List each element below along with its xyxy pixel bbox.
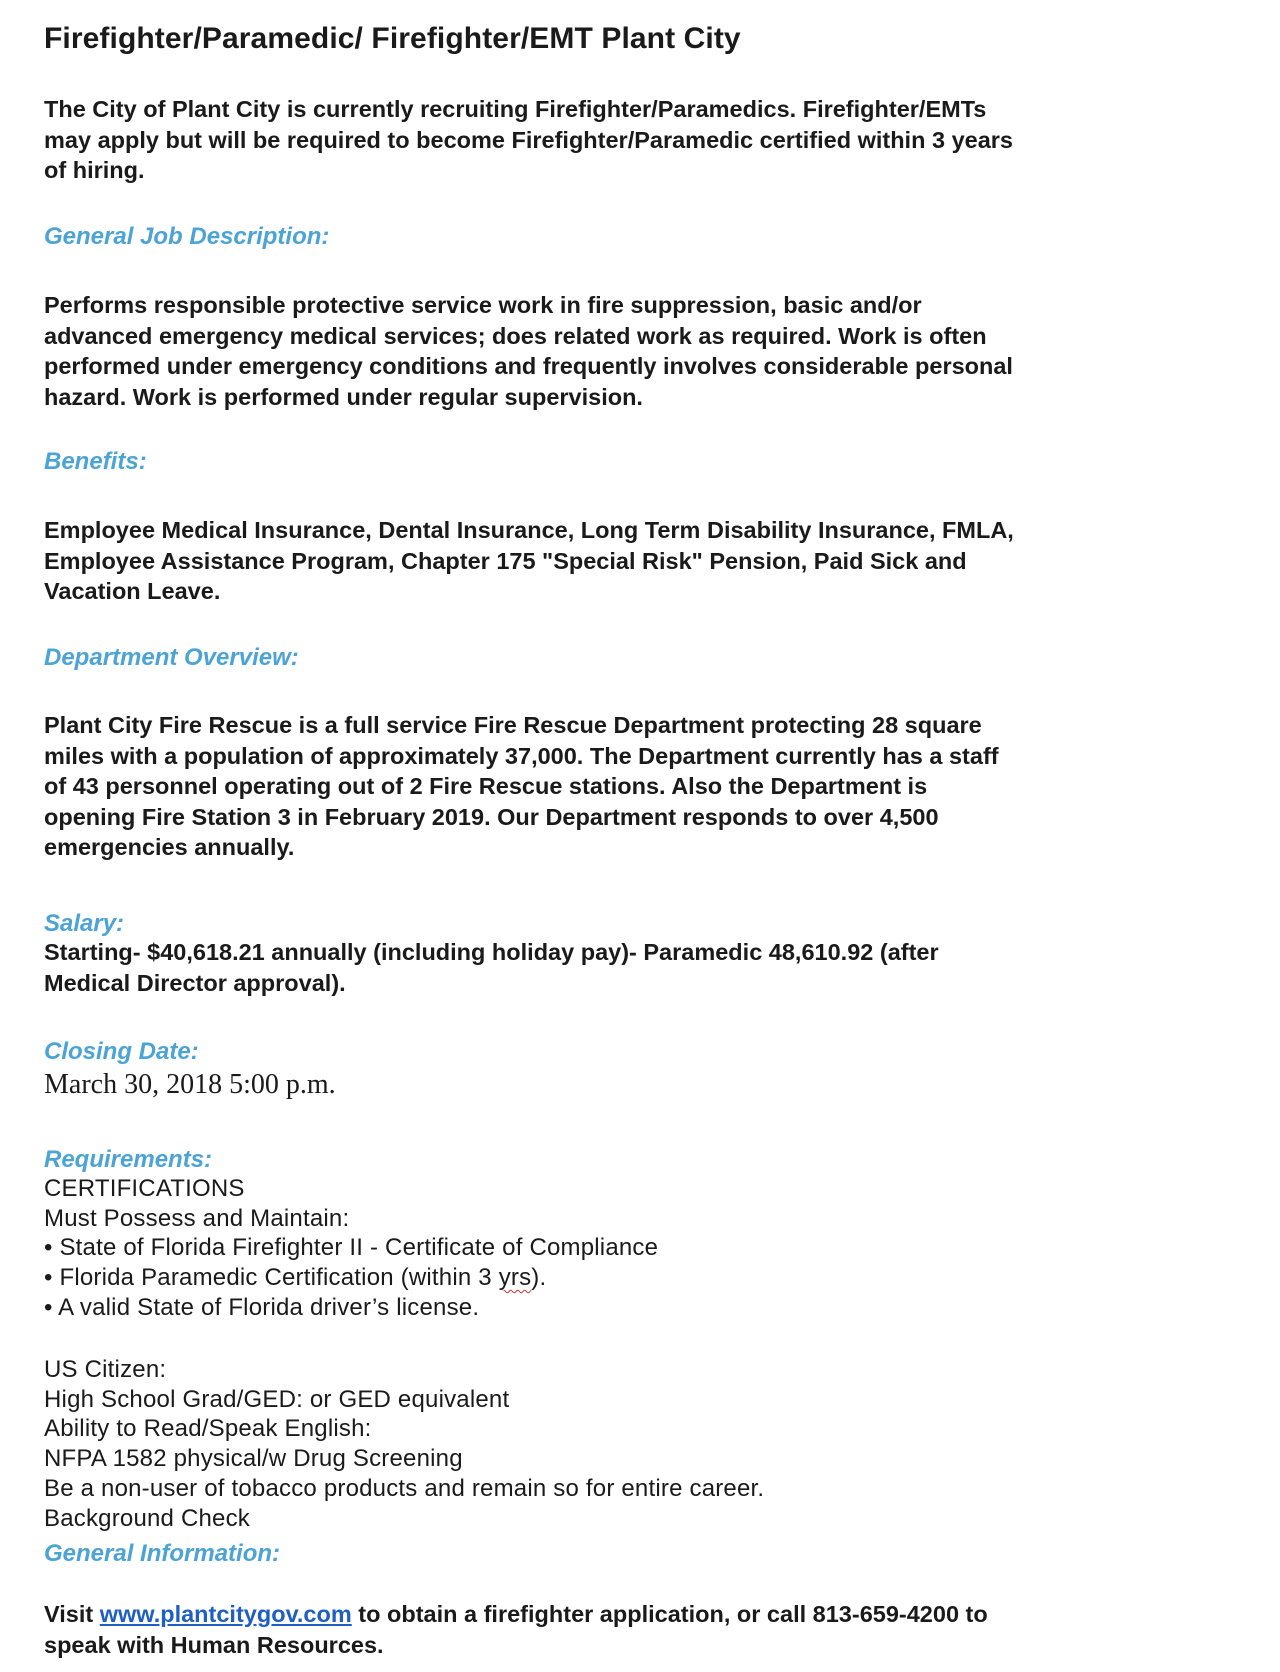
general-job-line: performed under emergency conditions and frequently involves considerable personal <box>44 353 1013 379</box>
closing-date-heading: Closing Date: <box>44 1038 199 1065</box>
intro-line: of hiring. <box>44 157 145 183</box>
general-job-paragraph <box>44 290 1224 412</box>
benefits-line: Vacation Leave. <box>44 578 221 604</box>
department-line: miles with a population of approximately 37,000. The Department currently has a staff <box>44 742 999 769</box>
department-line: opening Fire Station 3 in February 2019. Our Department responds to over 4,500 <box>44 803 939 830</box>
requirement-item: Ability to Read/Speak English: <box>44 1415 372 1443</box>
must-possess-label: Must Possess and Maintain: <box>44 1204 350 1232</box>
general-job-line: advanced emergency medical services; does related work as required. Work is often <box>44 322 987 349</box>
department-line: emergencies annually. <box>44 834 295 860</box>
benefits-heading: Benefits: <box>44 448 147 475</box>
general-job-line: Performs responsible protective service work in fire suppression, basic and/or <box>44 292 922 318</box>
general-job-heading: General Job Description: <box>44 223 330 250</box>
spellcheck-word: yrs <box>498 1264 532 1292</box>
bullet-text: ). <box>531 1264 547 1292</box>
general-job-line: hazard. Work is performed under regular supervision. <box>44 383 643 410</box>
intro-paragraph <box>44 94 1224 186</box>
requirement-item: US Citizen: <box>44 1356 167 1383</box>
requirement-bullet <box>44 1263 658 1293</box>
requirements-list <box>44 1174 658 1323</box>
benefits-line: Employee Medical Insurance, Dental Insurance, Long Term Disability Insurance, FMLA, <box>44 517 1014 543</box>
closing-date-value: March 30, 2018 5:00 p.m. <box>44 1069 336 1100</box>
requirement-bullet: • A valid State of Florida driver’s license. <box>44 1293 480 1321</box>
department-line: of 43 personnel operating out of 2 Fire Rescue stations. Also the Department is <box>44 773 928 799</box>
requirement-item: Background Check <box>44 1504 250 1532</box>
benefits-paragraph <box>44 515 1224 607</box>
document-title: Firefighter/Paramedic/ Firefighter/EMT Plant City <box>44 22 741 55</box>
salary-paragraph <box>44 937 1224 998</box>
requirement-item: NFPA 1582 physical/w Drug Screening <box>44 1445 463 1473</box>
requirement-item: High School Grad/GED: or GED equivalent <box>44 1385 510 1413</box>
visit-text: to obtain a firefighter application, or call 813-659-4200 to <box>351 1601 988 1627</box>
salary-line: Medical Director approval). <box>44 969 346 996</box>
general-info-line: speak with Human Resources. <box>44 1631 384 1658</box>
requirement-item: Be a non-user of tobacco products and remain so for entire career. <box>44 1474 765 1502</box>
general-info-line <box>44 1599 1224 1630</box>
visit-text: Visit <box>44 1601 100 1627</box>
salary-line: Starting- $40,618.21 annually (including holiday pay)- Paramedic 48,610.92 (after <box>44 939 939 965</box>
department-paragraph <box>44 710 1224 863</box>
department-heading: Department Overview: <box>44 644 299 671</box>
general-info-heading: General Information: <box>44 1540 281 1567</box>
requirement-bullet: • State of Florida Firefighter II - Certificate of Compliance <box>44 1234 659 1262</box>
requirements-heading: Requirements: <box>44 1146 213 1173</box>
salary-heading: Salary: <box>44 910 125 937</box>
intro-line: The City of Plant City is currently recruiting Firefighter/Paramedics. Firefighter/EMTs <box>44 96 987 122</box>
bullet-text: • Florida Paramedic Certification (within 3 <box>44 1264 499 1292</box>
department-line: Plant City Fire Rescue is a full service Fire Rescue Department protecting 28 square <box>44 712 982 738</box>
benefits-line: Employee Assistance Program, Chapter 175 "Special Risk" Pension, Paid Sick and <box>44 547 967 574</box>
certifications-label: CERTIFICATIONS <box>44 1175 245 1202</box>
general-info-paragraph <box>44 1599 1224 1660</box>
intro-line: may apply but will be required to become Firefighter/Paramedic certified within 3 years <box>44 126 1013 153</box>
other-requirements-list <box>44 1355 764 1533</box>
plantcitygov-link[interactable]: www.plantcitygov.com <box>99 1601 352 1627</box>
